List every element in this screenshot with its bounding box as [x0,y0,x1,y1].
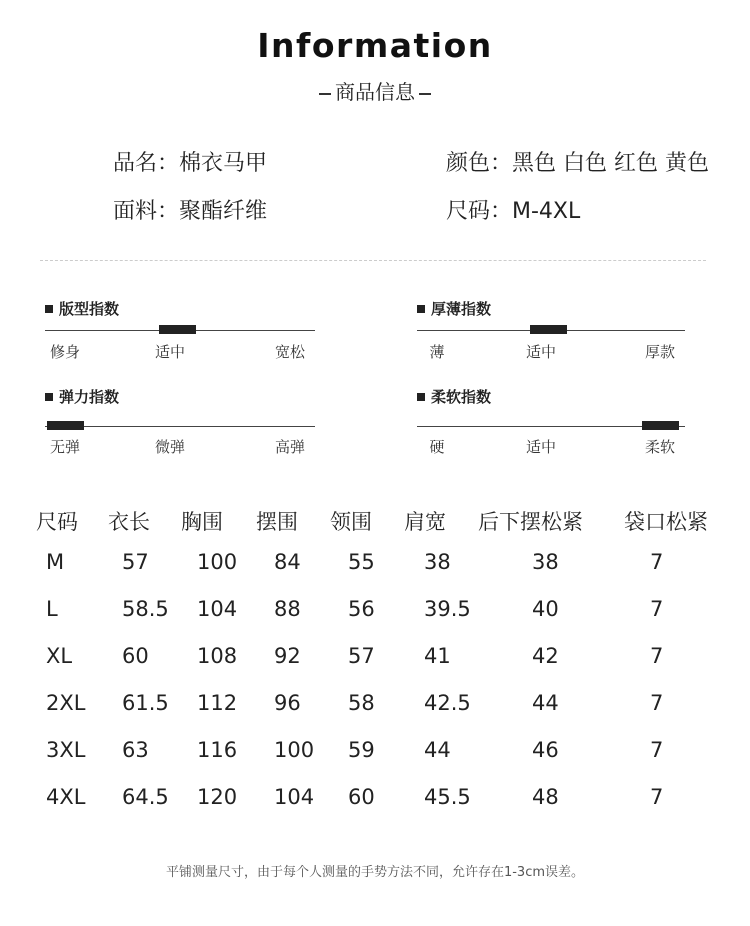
table-cell: 38 [424,550,451,574]
measurement-note: 平铺测量尺寸，由于每个人测量的手势方法不同，允许存在1-3cm误差。 [165,865,585,880]
table-cell: 96 [274,691,301,715]
index-title [45,298,119,319]
table-cell: 84 [274,550,301,574]
index-track [45,426,315,427]
page-subtitle [0,76,750,105]
section-divider [40,260,706,261]
info-size-value: M-4XL [512,199,581,224]
table-cell: 41 [424,644,451,668]
info-size-label: 尺码： [446,199,513,224]
info-material-label: 面料： [113,199,180,224]
table-cell: 7 [650,550,664,574]
table-cell: 57 [348,644,375,668]
index-label: 适中 [525,343,557,361]
bullet-square-icon [417,393,425,401]
info-name [113,146,267,177]
table-cell: L [46,597,58,621]
table-cell: 38 [532,550,559,574]
table-cell: 61.5 [122,691,169,715]
index-label: 柔软 [644,438,676,456]
table-cell: 104 [274,785,315,809]
info-color-label: 颜色： [446,151,513,176]
table-header-cell: 尺码 [36,510,78,534]
table-cell: 116 [197,738,238,762]
table-cell: 120 [197,785,238,809]
index-label: 适中 [525,438,557,456]
index-title-text: 版型指数 [59,300,120,318]
index-label: 硬 [429,438,445,456]
index-marker [47,421,84,430]
table-cell: 44 [424,738,451,762]
table-cell: 7 [650,738,664,762]
bullet-square-icon [45,305,53,313]
subtitle-text: 商品信息 [335,80,415,104]
table-cell: 58.5 [122,597,169,621]
table-cell: 92 [274,644,301,668]
table-cell: 40 [532,597,559,621]
index-label: 薄 [429,343,445,361]
index-label: 高弹 [274,438,306,456]
table-cell: 104 [197,597,238,621]
table-cell: 7 [650,644,664,668]
table-cell: M [46,550,65,574]
table-header-cell: 后下摆松紧 [478,510,583,534]
bullet-square-icon [45,393,53,401]
info-material [113,194,267,225]
table-cell: 39.5 [424,597,471,621]
index-label: 适中 [154,343,186,361]
table-cell: 44 [532,691,559,715]
info-size [446,194,580,225]
table-header-cell: 衣长 [108,510,150,534]
bullet-square-icon [417,305,425,313]
info-material-value: 聚酯纤维 [179,199,268,224]
index-label: 宽松 [274,343,306,361]
table-cell: 7 [650,785,664,809]
table-header-cell: 袋口松紧 [624,510,708,534]
table-cell: 7 [650,691,664,715]
table-cell: 60 [348,785,375,809]
table-cell: 100 [274,738,315,762]
index-title [417,386,491,407]
table-cell: 112 [197,691,238,715]
table-cell: 2XL [46,691,86,715]
info-name-value: 棉衣马甲 [179,151,268,176]
info-color-value: 黑色 白色 红色 黄色 [512,151,709,176]
index-label: 无弹 [49,438,81,456]
subtitle-dash-left [319,93,331,95]
table-cell: 3XL [46,738,86,762]
index-label: 厚款 [644,343,676,361]
index-marker [530,325,567,334]
table-cell: 42.5 [424,691,471,715]
index-label: 修身 [49,343,81,361]
table-cell: 48 [532,785,559,809]
table-header-cell: 胸围 [181,510,223,534]
index-marker [159,325,196,334]
table-header-cell: 摆围 [256,510,298,534]
table-cell: 7 [650,597,664,621]
table-cell: 108 [197,644,238,668]
table-cell: 42 [532,644,559,668]
info-name-label: 品名： [113,151,180,176]
table-cell: 46 [532,738,559,762]
table-cell: 4XL [46,785,86,809]
index-title [417,298,491,319]
table-header-cell: 肩宽 [404,510,446,534]
info-color [446,146,709,177]
table-cell: 55 [348,550,375,574]
table-cell: 88 [274,597,301,621]
index-title-text: 厚薄指数 [431,300,492,318]
subtitle-dash-right [419,93,431,95]
table-cell: 58 [348,691,375,715]
table-cell: 64.5 [122,785,169,809]
index-title-text: 弹力指数 [59,388,120,406]
page-title: Information [257,26,493,65]
index-title-text: 柔软指数 [431,388,492,406]
table-cell: 100 [197,550,238,574]
index-title [45,386,119,407]
table-cell: XL [46,644,73,668]
table-cell: 60 [122,644,149,668]
index-label: 微弹 [154,438,186,456]
index-marker [642,421,679,430]
table-cell: 56 [348,597,375,621]
table-cell: 57 [122,550,149,574]
table-header-cell: 领围 [330,510,372,534]
table-cell: 63 [122,738,149,762]
table-cell: 45.5 [424,785,471,809]
table-cell: 59 [348,738,375,762]
